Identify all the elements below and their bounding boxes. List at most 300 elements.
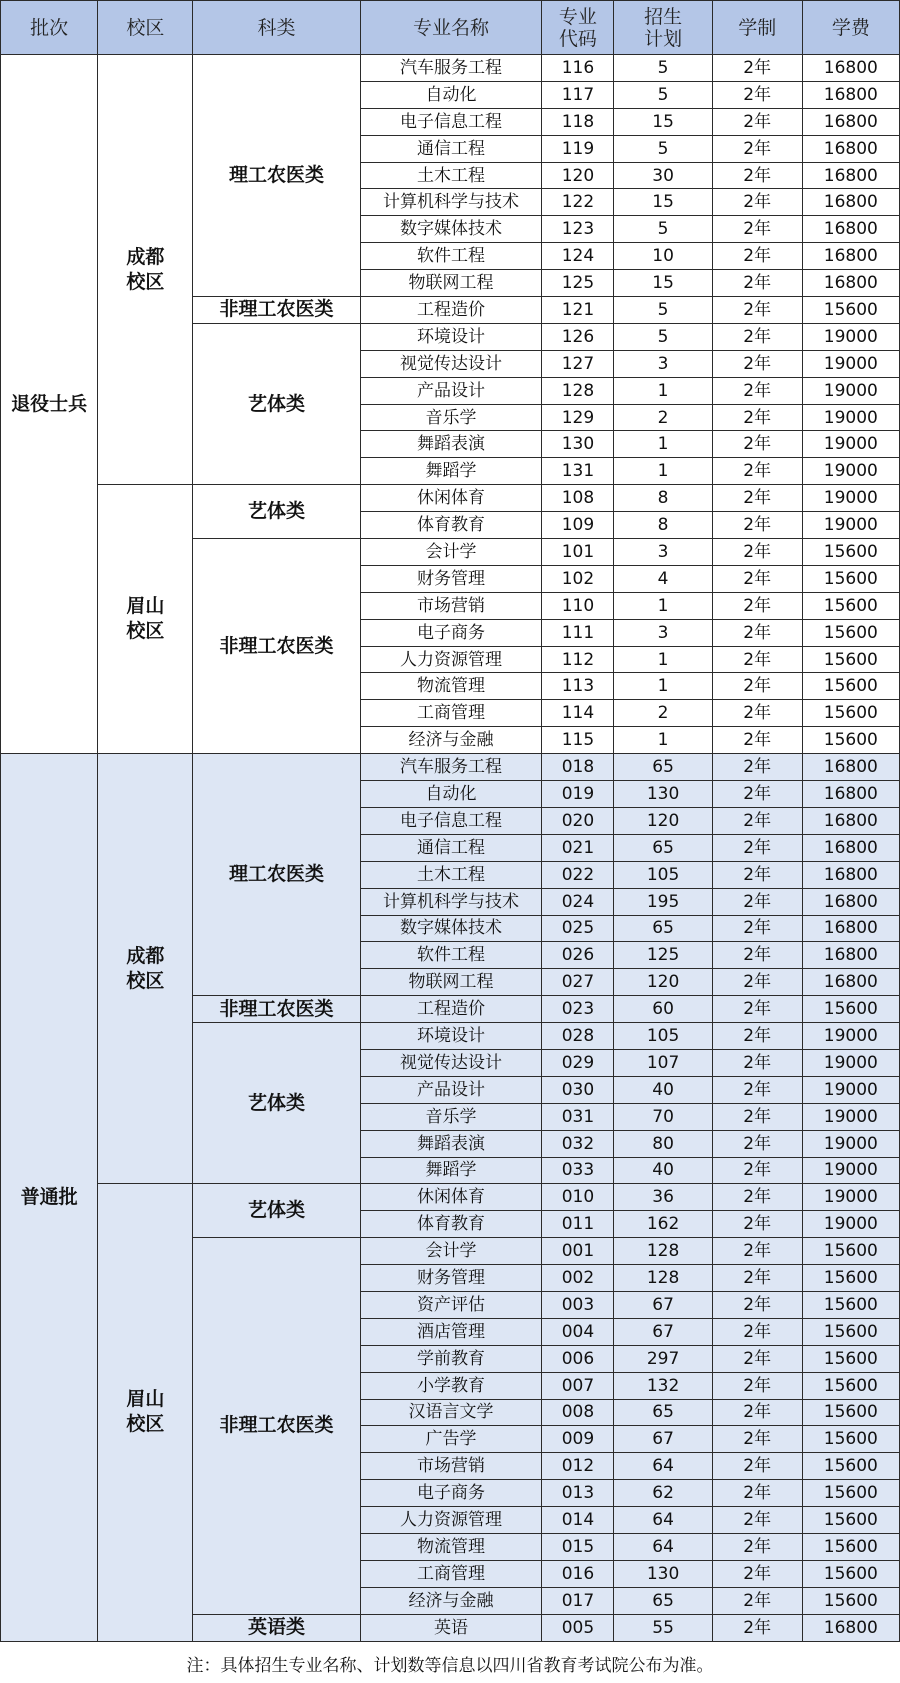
major-code-cell: 018 [542, 754, 614, 781]
duration-cell: 2年 [712, 646, 802, 673]
duration-cell: 2年 [712, 565, 802, 592]
major-code-cell: 129 [542, 404, 614, 431]
plan-count-cell: 3 [614, 539, 712, 566]
tuition-cell: 19000 [802, 431, 899, 458]
major-code-cell: 029 [542, 1049, 614, 1076]
footnote: 注：具体招生专业名称、计划数等信息以四川省教育考试院公布为准。 [186, 1656, 714, 1676]
plan-count-cell: 15 [614, 189, 712, 216]
major-code-cell: 020 [542, 807, 614, 834]
duration-cell: 2年 [712, 1614, 802, 1641]
tuition-cell: 15600 [802, 592, 899, 619]
duration-cell: 2年 [712, 1372, 802, 1399]
plan-count-cell: 36 [614, 1184, 712, 1211]
plan-count-cell: 130 [614, 1560, 712, 1587]
tuition-cell: 16800 [802, 55, 899, 82]
major-code-cell: 011 [542, 1211, 614, 1238]
tuition-cell: 15600 [802, 1587, 899, 1614]
major-name-cell: 音乐学 [360, 404, 542, 431]
duration-cell: 2年 [712, 1211, 802, 1238]
major-name-cell: 资产评估 [360, 1291, 542, 1318]
tuition-cell: 19000 [802, 1023, 899, 1050]
duration-cell: 2年 [712, 1345, 802, 1372]
major-name-cell: 财务管理 [360, 565, 542, 592]
major-code-cell: 123 [542, 216, 614, 243]
tuition-cell: 16800 [802, 834, 899, 861]
plan-count-cell: 64 [614, 1453, 712, 1480]
major-name-cell: 土木工程 [360, 162, 542, 189]
major-code-cell: 026 [542, 942, 614, 969]
major-name-cell: 软件工程 [360, 942, 542, 969]
major-code-cell: 014 [542, 1507, 614, 1534]
plan-count-cell: 65 [614, 754, 712, 781]
major-name-cell: 物流管理 [360, 1533, 542, 1560]
major-name-cell: 视觉传达设计 [360, 1049, 542, 1076]
plan-count-cell: 1 [614, 727, 712, 754]
duration-cell: 2年 [712, 888, 802, 915]
duration-cell: 2年 [712, 108, 802, 135]
plan-count-cell: 62 [614, 1480, 712, 1507]
tuition-cell: 15600 [802, 1453, 899, 1480]
major-code-cell: 113 [542, 673, 614, 700]
duration-cell: 2年 [712, 216, 802, 243]
plan-count-cell: 120 [614, 969, 712, 996]
duration-cell: 2年 [712, 1453, 802, 1480]
duration-cell: 2年 [712, 1318, 802, 1345]
duration-cell: 2年 [712, 700, 802, 727]
plan-count-cell: 80 [614, 1130, 712, 1157]
major-name-cell: 视觉传达设计 [360, 350, 542, 377]
tuition-cell: 15600 [802, 1533, 899, 1560]
duration-cell: 2年 [712, 55, 802, 82]
table-body [1, 55, 900, 1642]
duration-cell: 2年 [712, 512, 802, 539]
major-name-cell: 自动化 [360, 781, 542, 808]
major-name-cell: 工程造价 [360, 297, 542, 324]
major-name-cell: 物联网工程 [360, 270, 542, 297]
tuition-cell: 19000 [802, 1049, 899, 1076]
major-name-cell: 人力资源管理 [360, 1507, 542, 1534]
duration-cell: 2年 [712, 1399, 802, 1426]
plan-count-cell: 65 [614, 834, 712, 861]
major-code-cell: 125 [542, 270, 614, 297]
major-code-cell: 130 [542, 431, 614, 458]
tuition-cell: 19000 [802, 458, 899, 485]
major-code-cell: 027 [542, 969, 614, 996]
plan-count-cell: 5 [614, 297, 712, 324]
major-name-cell: 工程造价 [360, 996, 542, 1023]
plan-count-cell: 40 [614, 1076, 712, 1103]
plan-count-cell: 1 [614, 592, 712, 619]
plan-count-cell: 125 [614, 942, 712, 969]
header-campus: 校区 [98, 1, 193, 55]
table-row [1, 754, 900, 781]
plan-count-cell: 162 [614, 1211, 712, 1238]
major-code-cell: 112 [542, 646, 614, 673]
tuition-cell: 19000 [802, 485, 899, 512]
major-name-cell: 会计学 [360, 539, 542, 566]
major-name-cell: 物联网工程 [360, 969, 542, 996]
table-row [1, 1184, 900, 1211]
plan-count-cell: 60 [614, 996, 712, 1023]
major-name-cell: 市场营销 [360, 592, 542, 619]
duration-cell: 2年 [712, 162, 802, 189]
major-code-cell: 118 [542, 108, 614, 135]
duration-cell: 2年 [712, 1076, 802, 1103]
duration-cell: 2年 [712, 1480, 802, 1507]
plan-count-cell: 1 [614, 431, 712, 458]
duration-cell: 2年 [712, 1507, 802, 1534]
plan-count-cell: 64 [614, 1507, 712, 1534]
major-code-cell: 033 [542, 1157, 614, 1184]
plan-count-cell: 107 [614, 1049, 712, 1076]
major-name-cell: 环境设计 [360, 1023, 542, 1050]
plan-count-cell: 55 [614, 1614, 712, 1641]
plan-count-cell: 64 [614, 1533, 712, 1560]
major-code-cell: 025 [542, 915, 614, 942]
plan-count-cell: 1 [614, 377, 712, 404]
plan-count-cell: 1 [614, 646, 712, 673]
plan-count-cell: 128 [614, 1238, 712, 1265]
header-major-code: 专业 代码 [542, 1, 614, 55]
tuition-cell: 15600 [802, 727, 899, 754]
category-cell: 艺体类 [193, 1184, 360, 1238]
plan-count-cell: 2 [614, 404, 712, 431]
plan-count-cell: 130 [614, 781, 712, 808]
duration-cell: 2年 [712, 377, 802, 404]
plan-count-cell: 120 [614, 807, 712, 834]
major-name-cell: 体育教育 [360, 512, 542, 539]
table-row [1, 485, 900, 512]
tuition-cell: 15600 [802, 1318, 899, 1345]
tuition-cell: 19000 [802, 1157, 899, 1184]
plan-count-cell: 5 [614, 216, 712, 243]
major-name-cell: 自动化 [360, 81, 542, 108]
tuition-cell: 19000 [802, 323, 899, 350]
major-name-cell: 舞蹈学 [360, 1157, 542, 1184]
major-code-cell: 028 [542, 1023, 614, 1050]
duration-cell: 2年 [712, 458, 802, 485]
tuition-cell: 16800 [802, 969, 899, 996]
plan-count-cell: 2 [614, 700, 712, 727]
tuition-cell: 15600 [802, 619, 899, 646]
tuition-cell: 19000 [802, 1076, 899, 1103]
tuition-cell: 16800 [802, 754, 899, 781]
category-cell: 非理工农医类 [193, 297, 360, 324]
duration-cell: 2年 [712, 727, 802, 754]
tuition-cell: 16800 [802, 81, 899, 108]
tuition-cell: 15600 [802, 297, 899, 324]
major-code-cell: 120 [542, 162, 614, 189]
plan-count-cell: 132 [614, 1372, 712, 1399]
tuition-cell: 16800 [802, 108, 899, 135]
category-cell: 理工农医类 [193, 55, 360, 297]
tuition-cell: 16800 [802, 216, 899, 243]
duration-cell: 2年 [712, 807, 802, 834]
duration-cell: 2年 [712, 754, 802, 781]
major-code-cell: 115 [542, 727, 614, 754]
campus-cell: 眉山 校区 [98, 1184, 193, 1641]
major-code-cell: 032 [542, 1130, 614, 1157]
plan-count-cell: 195 [614, 888, 712, 915]
plan-count-cell: 3 [614, 350, 712, 377]
major-name-cell: 财务管理 [360, 1265, 542, 1292]
duration-cell: 2年 [712, 996, 802, 1023]
plan-count-cell: 70 [614, 1103, 712, 1130]
category-cell: 艺体类 [193, 485, 360, 539]
duration-cell: 2年 [712, 861, 802, 888]
major-code-cell: 008 [542, 1399, 614, 1426]
major-name-cell: 汽车服务工程 [360, 754, 542, 781]
major-name-cell: 休闲体育 [360, 485, 542, 512]
major-code-cell: 030 [542, 1076, 614, 1103]
duration-cell: 2年 [712, 1533, 802, 1560]
major-name-cell: 土木工程 [360, 861, 542, 888]
major-name-cell: 广告学 [360, 1426, 542, 1453]
category-cell: 非理工农医类 [193, 1238, 360, 1614]
major-code-cell: 111 [542, 619, 614, 646]
major-name-cell: 舞蹈表演 [360, 431, 542, 458]
tuition-cell: 15600 [802, 565, 899, 592]
major-code-cell: 128 [542, 377, 614, 404]
major-name-cell: 酒店管理 [360, 1318, 542, 1345]
major-code-cell: 121 [542, 297, 614, 324]
major-code-cell: 023 [542, 996, 614, 1023]
duration-cell: 2年 [712, 915, 802, 942]
tuition-cell: 19000 [802, 1130, 899, 1157]
major-name-cell: 会计学 [360, 1238, 542, 1265]
tuition-cell: 15600 [802, 646, 899, 673]
plan-count-cell: 105 [614, 1023, 712, 1050]
major-name-cell: 舞蹈学 [360, 458, 542, 485]
category-cell: 非理工农医类 [193, 539, 360, 754]
campus-cell: 成都 校区 [98, 754, 193, 1184]
tuition-cell: 15600 [802, 1507, 899, 1534]
major-code-cell: 127 [542, 350, 614, 377]
duration-cell: 2年 [712, 1426, 802, 1453]
duration-cell: 2年 [712, 189, 802, 216]
duration-cell: 2年 [712, 1184, 802, 1211]
duration-cell: 2年 [712, 942, 802, 969]
major-code-cell: 022 [542, 861, 614, 888]
plan-count-cell: 4 [614, 565, 712, 592]
major-code-cell: 006 [542, 1345, 614, 1372]
major-name-cell: 数字媒体技术 [360, 915, 542, 942]
major-name-cell: 工商管理 [360, 1560, 542, 1587]
duration-cell: 2年 [712, 781, 802, 808]
duration-cell: 2年 [712, 1238, 802, 1265]
duration-cell: 2年 [712, 539, 802, 566]
major-name-cell: 人力资源管理 [360, 646, 542, 673]
major-name-cell: 物流管理 [360, 673, 542, 700]
major-name-cell: 汽车服务工程 [360, 55, 542, 82]
major-code-cell: 102 [542, 565, 614, 592]
major-code-cell: 108 [542, 485, 614, 512]
major-name-cell: 数字媒体技术 [360, 216, 542, 243]
plan-count-cell: 10 [614, 243, 712, 270]
plan-count-cell: 65 [614, 915, 712, 942]
duration-cell: 2年 [712, 1023, 802, 1050]
plan-count-cell: 8 [614, 485, 712, 512]
major-name-cell: 电子商务 [360, 619, 542, 646]
major-code-cell: 122 [542, 189, 614, 216]
tuition-cell: 15600 [802, 539, 899, 566]
major-name-cell: 电子信息工程 [360, 807, 542, 834]
major-code-cell: 119 [542, 135, 614, 162]
major-code-cell: 021 [542, 834, 614, 861]
duration-cell: 2年 [712, 243, 802, 270]
campus-cell: 成都 校区 [98, 55, 193, 485]
major-code-cell: 016 [542, 1560, 614, 1587]
duration-cell: 2年 [712, 1265, 802, 1292]
tuition-cell: 16800 [802, 243, 899, 270]
major-code-cell: 024 [542, 888, 614, 915]
plan-count-cell: 3 [614, 619, 712, 646]
duration-cell: 2年 [712, 135, 802, 162]
major-name-cell: 音乐学 [360, 1103, 542, 1130]
tuition-cell: 16800 [802, 861, 899, 888]
duration-cell: 2年 [712, 1103, 802, 1130]
duration-cell: 2年 [712, 1157, 802, 1184]
major-name-cell: 通信工程 [360, 834, 542, 861]
major-code-cell: 017 [542, 1587, 614, 1614]
major-name-cell: 电子信息工程 [360, 108, 542, 135]
tuition-cell: 16800 [802, 189, 899, 216]
major-name-cell: 汉语言文学 [360, 1399, 542, 1426]
major-code-cell: 116 [542, 55, 614, 82]
duration-cell: 2年 [712, 431, 802, 458]
tuition-cell: 19000 [802, 377, 899, 404]
major-name-cell: 工商管理 [360, 700, 542, 727]
plan-count-cell: 1 [614, 458, 712, 485]
major-code-cell: 124 [542, 243, 614, 270]
major-name-cell: 市场营销 [360, 1453, 542, 1480]
major-code-cell: 126 [542, 323, 614, 350]
major-name-cell: 产品设计 [360, 1076, 542, 1103]
major-code-cell: 001 [542, 1238, 614, 1265]
plan-count-cell: 40 [614, 1157, 712, 1184]
tuition-cell: 15600 [802, 1426, 899, 1453]
duration-cell: 2年 [712, 350, 802, 377]
plan-count-cell: 15 [614, 270, 712, 297]
tuition-cell: 15600 [802, 1238, 899, 1265]
tuition-cell: 16800 [802, 915, 899, 942]
major-name-cell: 学前教育 [360, 1345, 542, 1372]
major-name-cell: 舞蹈表演 [360, 1130, 542, 1157]
duration-cell: 2年 [712, 969, 802, 996]
duration-cell: 2年 [712, 834, 802, 861]
plan-count-cell: 5 [614, 81, 712, 108]
header-category: 科类 [193, 1, 360, 55]
duration-cell: 2年 [712, 297, 802, 324]
major-name-cell: 环境设计 [360, 323, 542, 350]
tuition-cell: 19000 [802, 1103, 899, 1130]
tuition-cell: 15600 [802, 1345, 899, 1372]
duration-cell: 2年 [712, 270, 802, 297]
category-cell: 理工农医类 [193, 754, 360, 996]
plan-count-cell: 15 [614, 108, 712, 135]
duration-cell: 2年 [712, 619, 802, 646]
major-name-cell: 电子商务 [360, 1480, 542, 1507]
header-row [1, 1, 900, 55]
plan-count-cell: 5 [614, 55, 712, 82]
major-code-cell: 003 [542, 1291, 614, 1318]
major-name-cell: 通信工程 [360, 135, 542, 162]
tuition-cell: 16800 [802, 135, 899, 162]
header-batch: 批次 [1, 1, 98, 55]
tuition-cell: 16800 [802, 781, 899, 808]
tuition-cell: 15600 [802, 700, 899, 727]
duration-cell: 2年 [712, 404, 802, 431]
duration-cell: 2年 [712, 1560, 802, 1587]
tuition-cell: 15600 [802, 1560, 899, 1587]
major-name-cell: 计算机科学与技术 [360, 189, 542, 216]
campus-cell: 眉山 校区 [98, 485, 193, 754]
major-code-cell: 019 [542, 781, 614, 808]
major-code-cell: 109 [542, 512, 614, 539]
tuition-cell: 19000 [802, 350, 899, 377]
duration-cell: 2年 [712, 1291, 802, 1318]
tuition-cell: 19000 [802, 512, 899, 539]
tuition-cell: 16800 [802, 942, 899, 969]
tuition-cell: 16800 [802, 1614, 899, 1641]
plan-count-cell: 65 [614, 1399, 712, 1426]
major-code-cell: 110 [542, 592, 614, 619]
duration-cell: 2年 [712, 1587, 802, 1614]
tuition-cell: 19000 [802, 1211, 899, 1238]
major-code-cell: 005 [542, 1614, 614, 1641]
tuition-cell: 15600 [802, 1480, 899, 1507]
plan-count-cell: 8 [614, 512, 712, 539]
major-name-cell: 产品设计 [360, 377, 542, 404]
duration-cell: 2年 [712, 485, 802, 512]
batch-cell: 退役士兵 [1, 55, 98, 754]
batch-cell: 普通批 [1, 754, 98, 1641]
category-cell: 英语类 [193, 1614, 360, 1641]
table-row [1, 55, 900, 82]
duration-cell: 2年 [712, 673, 802, 700]
plan-count-cell: 5 [614, 323, 712, 350]
major-code-cell: 031 [542, 1103, 614, 1130]
duration-cell: 2年 [712, 323, 802, 350]
major-code-cell: 101 [542, 539, 614, 566]
major-code-cell: 131 [542, 458, 614, 485]
duration-cell: 2年 [712, 1130, 802, 1157]
category-cell: 非理工农医类 [193, 996, 360, 1023]
major-name-cell: 经济与金融 [360, 727, 542, 754]
major-code-cell: 010 [542, 1184, 614, 1211]
major-code-cell: 007 [542, 1372, 614, 1399]
plan-count-cell: 5 [614, 135, 712, 162]
plan-count-cell: 105 [614, 861, 712, 888]
tuition-cell: 19000 [802, 1184, 899, 1211]
tuition-cell: 15600 [802, 1265, 899, 1292]
header-major-name: 专业名称 [360, 1, 542, 55]
major-code-cell: 015 [542, 1533, 614, 1560]
tuition-cell: 16800 [802, 888, 899, 915]
major-code-cell: 012 [542, 1453, 614, 1480]
major-name-cell: 计算机科学与技术 [360, 888, 542, 915]
plan-count-cell: 67 [614, 1291, 712, 1318]
plan-count-cell: 65 [614, 1587, 712, 1614]
duration-cell: 2年 [712, 81, 802, 108]
major-code-cell: 009 [542, 1426, 614, 1453]
tuition-cell: 15600 [802, 1399, 899, 1426]
header-duration: 学制 [712, 1, 802, 55]
category-cell: 艺体类 [193, 323, 360, 484]
tuition-cell: 16800 [802, 162, 899, 189]
major-name-cell: 体育教育 [360, 1211, 542, 1238]
plan-count-cell: 67 [614, 1318, 712, 1345]
